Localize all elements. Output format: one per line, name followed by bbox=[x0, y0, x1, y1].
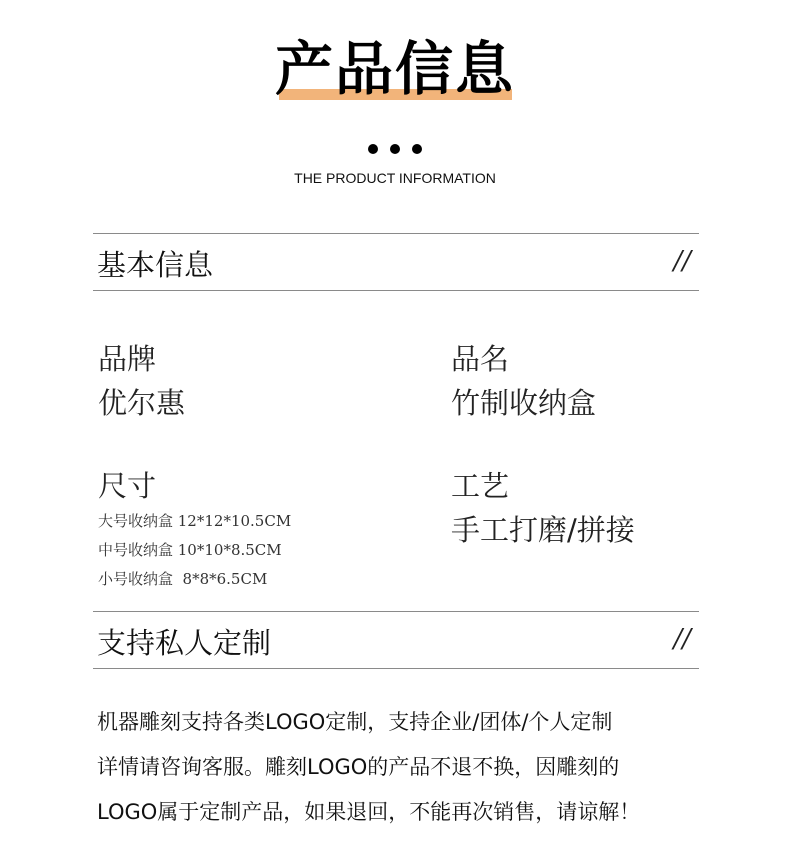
custom-notice bbox=[97, 700, 717, 835]
title-block bbox=[0, 30, 790, 108]
field-size bbox=[98, 465, 291, 594]
notice-line: 机器雕刻支持各类LOGO定制，支持企业/团体/个人定制 bbox=[97, 710, 613, 734]
size-row-large: 大号收纳盒 12*12*10.5CM bbox=[98, 512, 292, 530]
size-label: 尺寸 bbox=[98, 469, 157, 503]
dot-icon bbox=[390, 144, 400, 154]
section-marker: // bbox=[673, 246, 691, 276]
field-product-name bbox=[451, 338, 596, 426]
notice-line: 详情请咨询客服。雕刻LOGO的产品不退不换，因雕刻的 bbox=[97, 755, 620, 779]
section-marker: // bbox=[673, 624, 691, 654]
page-subtitle: THE PRODUCT INFORMATION bbox=[294, 170, 496, 186]
field-brand bbox=[98, 338, 185, 426]
notice-line: LOGO属于定制产品，如果退回，不能再次销售，请谅解！ bbox=[97, 800, 641, 824]
dot-icon bbox=[412, 144, 422, 154]
product-name-value: 竹制收纳盒 bbox=[451, 386, 597, 420]
page-title: 产品信息 bbox=[274, 35, 515, 103]
size-row-small: 小号收纳盒 8*8*6.5CM bbox=[98, 570, 268, 588]
craft-value: 手工打磨/拼接 bbox=[451, 513, 635, 547]
craft-label: 工艺 bbox=[451, 469, 510, 503]
product-name-label: 品名 bbox=[451, 342, 510, 376]
section-title-basic: 基本信息 bbox=[97, 248, 214, 282]
size-list bbox=[98, 507, 291, 594]
field-craft bbox=[451, 465, 635, 553]
dots-divider bbox=[0, 139, 790, 158]
dot-icon bbox=[368, 144, 378, 154]
size-row-medium: 中号收纳盒 10*10*8.5CM bbox=[98, 541, 282, 559]
section-header-basic bbox=[93, 233, 699, 291]
section-title-custom: 支持私人定制 bbox=[97, 626, 272, 660]
section-header-custom bbox=[93, 611, 699, 669]
brand-label: 品牌 bbox=[98, 342, 157, 376]
brand-value: 优尔惠 bbox=[98, 386, 186, 420]
